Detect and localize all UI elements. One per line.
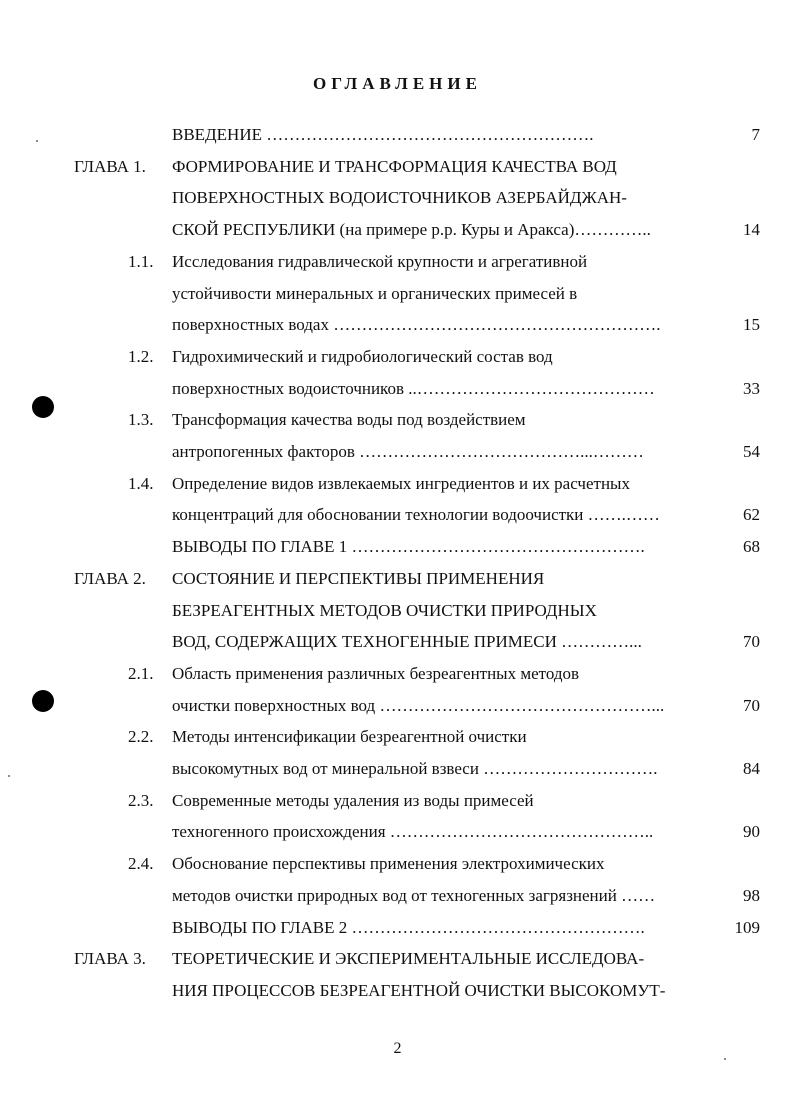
toc-line bbox=[0, 979, 795, 1003]
toc-entry-text: СОСТОЯНИЕ И ПЕРСПЕКТИВЫ ПРИМЕНЕНИЯ bbox=[172, 569, 545, 588]
toc-entry-text: Обоснование перспективы применения электрохимических bbox=[172, 854, 605, 873]
toc-line bbox=[0, 345, 795, 369]
page-number: 2 bbox=[393, 1040, 402, 1057]
toc-page-number bbox=[700, 250, 760, 274]
toc-page-number bbox=[700, 662, 760, 686]
scan-speck bbox=[724, 1058, 726, 1060]
toc-page-number bbox=[700, 789, 760, 813]
toc-page-number bbox=[700, 408, 760, 432]
toc-line bbox=[0, 757, 795, 781]
toc-entry-text: БЕЗРЕАГЕНТНЫХ МЕТОДОВ ОЧИСТКИ ПРИРОДНЫХ bbox=[172, 601, 597, 620]
toc-entry-text: Определение видов извлекаемых ингредиентов и их расчетных bbox=[172, 474, 630, 493]
toc-page-number: 54 bbox=[743, 442, 760, 461]
toc-page-number bbox=[700, 947, 760, 971]
toc-entry-text: техногенного происхождения ……………………………………….. bbox=[172, 822, 654, 841]
toc-entry-text: ВЫВОДЫ ПО ГЛАВЕ 2 ……………………………………………. bbox=[172, 918, 645, 937]
toc-entry-text: поверхностных водоисточников ..…………………………………… bbox=[172, 379, 655, 398]
toc-page-number: 70 bbox=[743, 696, 760, 715]
toc-line bbox=[0, 377, 795, 401]
toc-line bbox=[0, 630, 795, 654]
scan-speck bbox=[8, 775, 10, 777]
toc-entry-text: ВВЕДЕНИЕ …………………………………………………. bbox=[172, 125, 594, 144]
chapter-label: ГЛАВА 3. bbox=[74, 949, 146, 968]
toc-page-number: 109 bbox=[734, 918, 760, 937]
toc-page-number: 98 bbox=[743, 886, 760, 905]
toc-page-number bbox=[700, 186, 760, 210]
toc-entry-text: Область применения различных безреагентных методов bbox=[172, 664, 580, 683]
toc-entry-text: ФОРМИРОВАНИЕ И ТРАНСФОРМАЦИЯ КАЧЕСТВА ВОД bbox=[172, 157, 617, 176]
toc-line bbox=[0, 503, 795, 527]
toc-line bbox=[0, 186, 795, 210]
toc-line bbox=[0, 440, 795, 464]
toc-line bbox=[0, 599, 795, 623]
toc-line bbox=[0, 282, 795, 306]
toc-line bbox=[0, 725, 795, 749]
toc-entry-text: Методы интенсификации безреагентной очистки bbox=[172, 727, 527, 746]
toc-page-number bbox=[700, 979, 760, 1003]
toc-page-number: 84 bbox=[743, 759, 760, 778]
page-title: ОГЛАВЛЕНИЕ bbox=[313, 74, 482, 93]
toc-entry-text: методов очистки природных вод от техногенных загрязнений …… bbox=[172, 886, 656, 905]
toc-page-number: 33 bbox=[743, 379, 760, 398]
toc-page-number bbox=[700, 852, 760, 876]
toc-entry-text: Исследования гидравлической крупности и агрегативной bbox=[172, 252, 588, 271]
toc-page-number: 90 bbox=[743, 822, 760, 841]
toc-entry-text: Гидрохимический и гидробиологический состав вод bbox=[172, 347, 553, 366]
toc-entry-text: Трансформация качества воды под воздействием bbox=[172, 410, 526, 429]
toc-line bbox=[0, 789, 795, 813]
toc-page-number bbox=[700, 345, 760, 369]
toc-entry-text: устойчивости минеральных и органических примесей в bbox=[172, 284, 578, 303]
toc-entry-text: высокомутных вод от минеральной взвеси …………………………. bbox=[172, 759, 658, 778]
toc-line bbox=[0, 820, 795, 844]
toc-line bbox=[0, 567, 795, 591]
toc-page-number bbox=[700, 472, 760, 496]
section-number: 2.4. bbox=[128, 854, 154, 873]
toc-page-number: 15 bbox=[743, 315, 760, 334]
chapter-label: ГЛАВА 1. bbox=[74, 157, 146, 176]
toc-line bbox=[0, 535, 795, 559]
toc-entry-text: ВЫВОДЫ ПО ГЛАВЕ 1 ……………………………………………. bbox=[172, 537, 645, 556]
toc-entry-text: СКОЙ РЕСПУБЛИКИ (на примере р.р. Куры и Аракса)………….. bbox=[172, 220, 651, 239]
section-number: 1.3. bbox=[128, 410, 154, 429]
section-number: 2.1. bbox=[128, 664, 154, 683]
section-number: 1.4. bbox=[128, 474, 154, 493]
toc-entry-text: ПОВЕРХНОСТНЫХ ВОДОИСТОЧНИКОВ АЗЕРБАЙДЖАН- bbox=[172, 188, 627, 207]
toc-line bbox=[0, 694, 795, 718]
chapter-label: ГЛАВА 2. bbox=[74, 569, 146, 588]
toc-entry-text: ВОД, СОДЕРЖАЩИХ ТЕХНОГЕННЫЕ ПРИМЕСИ …………... bbox=[172, 632, 642, 651]
toc-line bbox=[0, 472, 795, 496]
toc-entry-text: очистки поверхностных вод …………………………………………... bbox=[172, 696, 665, 715]
toc-line bbox=[0, 884, 795, 908]
toc-line bbox=[0, 947, 795, 971]
toc-entry-text: ТЕОРЕТИЧЕСКИЕ И ЭКСПЕРИМЕНТАЛЬНЫЕ ИССЛЕДОВА- bbox=[172, 949, 645, 968]
toc-page-number: 68 bbox=[743, 537, 760, 556]
punch-hole-top bbox=[32, 396, 54, 418]
toc-page-number: 7 bbox=[751, 125, 760, 144]
toc-page-number bbox=[700, 567, 760, 591]
toc-entry-text: поверхностных водах …………………………………………………. bbox=[172, 315, 661, 334]
toc-line bbox=[0, 916, 795, 940]
punch-hole-bottom bbox=[32, 690, 54, 712]
toc-line bbox=[0, 852, 795, 876]
toc-entry-text: Современные методы удаления из воды примесей bbox=[172, 791, 534, 810]
toc-page-number bbox=[700, 155, 760, 179]
scan-speck bbox=[36, 140, 38, 142]
toc-page-number: 14 bbox=[743, 220, 760, 239]
toc-entry-text: НИЯ ПРОЦЕССОВ БЕЗРЕАГЕНТНОЙ ОЧИСТКИ ВЫСОКОМУТ- bbox=[172, 981, 666, 1000]
toc-line bbox=[0, 408, 795, 432]
toc-page-number bbox=[700, 725, 760, 749]
toc-line bbox=[0, 155, 795, 179]
section-number: 1.1. bbox=[128, 252, 154, 271]
toc-page-number: 70 bbox=[743, 632, 760, 651]
toc-line bbox=[0, 313, 795, 337]
toc-entry-text: концентраций для обосновании технологии водоочистки …….…… bbox=[172, 505, 660, 524]
toc-page-number bbox=[700, 599, 760, 623]
section-number: 2.3. bbox=[128, 791, 154, 810]
toc-page-number: 62 bbox=[743, 505, 760, 524]
toc-page-number bbox=[700, 282, 760, 306]
toc-entry-text: антропогенных факторов …………………………………...……… bbox=[172, 442, 644, 461]
section-number: 1.2. bbox=[128, 347, 154, 366]
toc-line bbox=[0, 250, 795, 274]
toc-line bbox=[0, 662, 795, 686]
toc-line bbox=[0, 218, 795, 242]
toc-line bbox=[0, 123, 795, 147]
section-number: 2.2. bbox=[128, 727, 154, 746]
